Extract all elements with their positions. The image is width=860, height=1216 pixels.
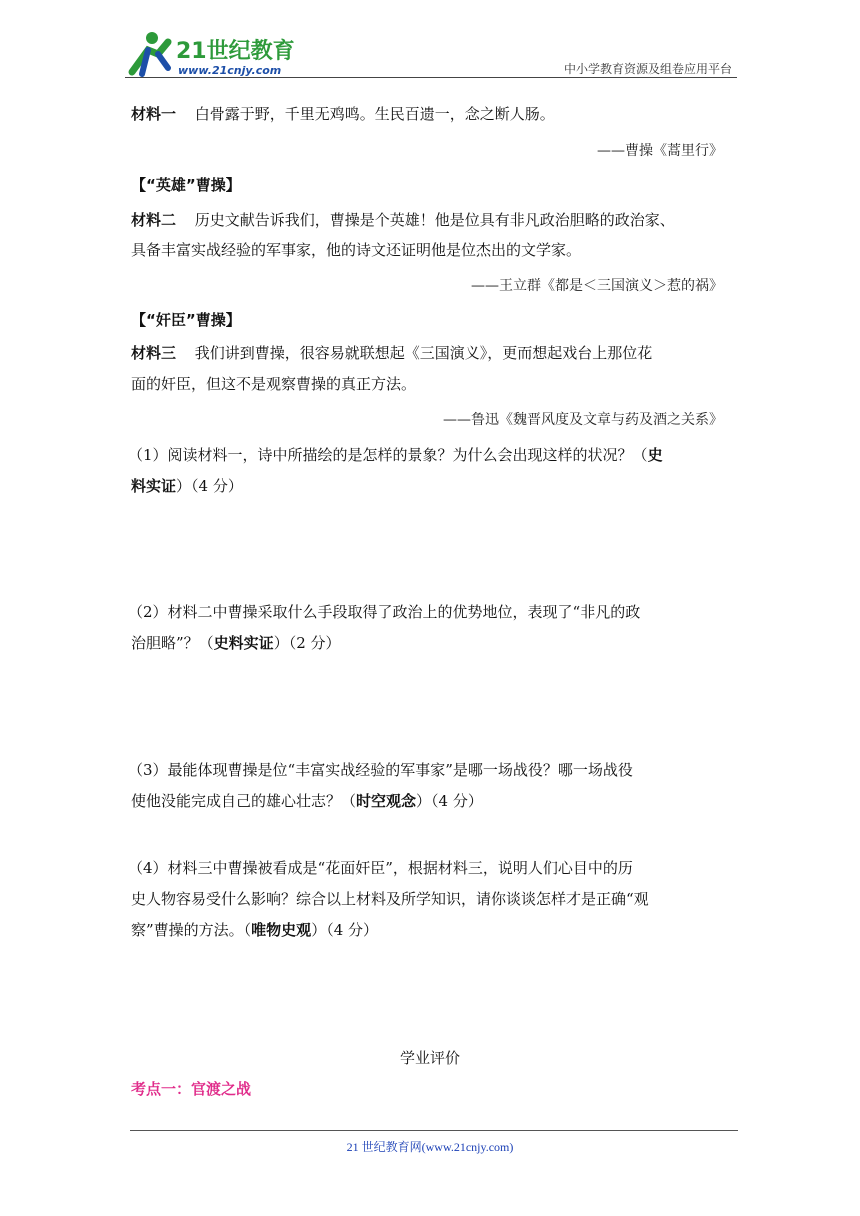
- material1-source: ——曹操《蒿里行》: [597, 143, 723, 159]
- kaodian-heading: 考点一：官渡之战: [131, 1080, 252, 1098]
- section-hero-heading: 【“英雄”曹操】: [131, 176, 241, 194]
- question-1-line1: [128, 445, 663, 465]
- question-1-line2: [131, 476, 243, 496]
- footer-divider: [130, 1130, 738, 1131]
- material1-label: 材料一: [131, 105, 177, 123]
- question-2-text: 治胆略”？（: [131, 634, 214, 652]
- material3-text-2: 面的奸臣，但这不是观察曹操的真正方法。: [131, 375, 417, 393]
- question-4-score: ）（4 分）: [311, 921, 378, 939]
- question-3-tag: 时空观念: [356, 792, 417, 810]
- site-logo: [124, 28, 294, 80]
- material1-text: 白骨露于野，千里无鸡鸣。生民百遗一，念之断人肠。: [194, 105, 555, 123]
- question-1-tag-part2: 料实证: [131, 477, 177, 495]
- material2-line1: [131, 210, 675, 230]
- material3-line1: [131, 343, 652, 363]
- material1-line: [131, 104, 555, 124]
- question-3-line2: [131, 791, 483, 811]
- question-4-tag: 唯物史观: [251, 921, 312, 939]
- question-2-score: ）（2 分）: [273, 634, 341, 652]
- material2-text-2: 具备丰富实战经验的军事家，他的诗文还证明他是位杰出的文学家。: [131, 241, 582, 259]
- question-4-line2: 史人物容易受什么影响？综合以上材料及所学知识，请你谈谈怎样才是正确“观: [131, 890, 649, 908]
- section-villain-heading: 【“奸臣”曹操】: [131, 311, 241, 329]
- footer-text[interactable]: 21 世纪教育网(www.21cnjy.com): [346, 1140, 514, 1154]
- svg-text:21世纪教育: 21世纪教育: [176, 39, 294, 64]
- question-3-line1: （3）最能体现曹操是位“丰富实战经验的军事家”是哪一场战役？哪一场战役: [128, 761, 633, 779]
- question-4-line3: [131, 920, 378, 940]
- question-2-line1: （2）材料二中曹操采取什么手段取得了政治上的优势地位，表现了“非凡的政: [128, 603, 641, 621]
- runner-head: [146, 32, 158, 44]
- question-1-score: ）（4 分）: [176, 477, 243, 495]
- material2-text-1: 历史文献告诉我们，曹操是个英雄！他是位具有非凡政治胆略的政治家、: [194, 211, 675, 229]
- question-1-tag-part1: 史: [647, 446, 663, 464]
- question-4-line1: （4）材料三中曹操被看成是“花面奸臣”，根据材料三，说明人们心目中的历: [128, 859, 633, 877]
- svg-text:www.21cnjy.com: www.21cnjy.com: [178, 64, 282, 77]
- question-3-text: 使他没能完成自己的雄心壮志？（: [131, 792, 357, 810]
- question-1-text: （1）阅读材料一，诗中所描绘的是怎样的景象？为什么会出现这样的状况？（: [128, 446, 648, 464]
- material3-label: 材料三: [131, 344, 177, 362]
- material3-text-1: 我们讲到曹操，很容易就联想起《三国演义》，更而想起戏台上那位花: [194, 344, 653, 362]
- question-4-text: 察”曹操的方法。（: [131, 921, 252, 939]
- question-3-score: ）（4 分）: [416, 792, 483, 810]
- evaluation-title: 学业评价: [399, 1049, 460, 1067]
- header-divider: [125, 77, 737, 78]
- material2-label: 材料二: [131, 211, 177, 229]
- platform-name: 中小学教育资源及组卷应用平台: [563, 62, 732, 76]
- question-2-tag: 史料实证: [213, 634, 274, 652]
- material3-source: ——鲁迅《魏晋风度及文章与药及酒之关系》: [443, 412, 723, 428]
- material2-source: ——王立群《都是＜三国演义＞惹的祸》: [471, 278, 723, 294]
- question-2-line2: [131, 633, 341, 653]
